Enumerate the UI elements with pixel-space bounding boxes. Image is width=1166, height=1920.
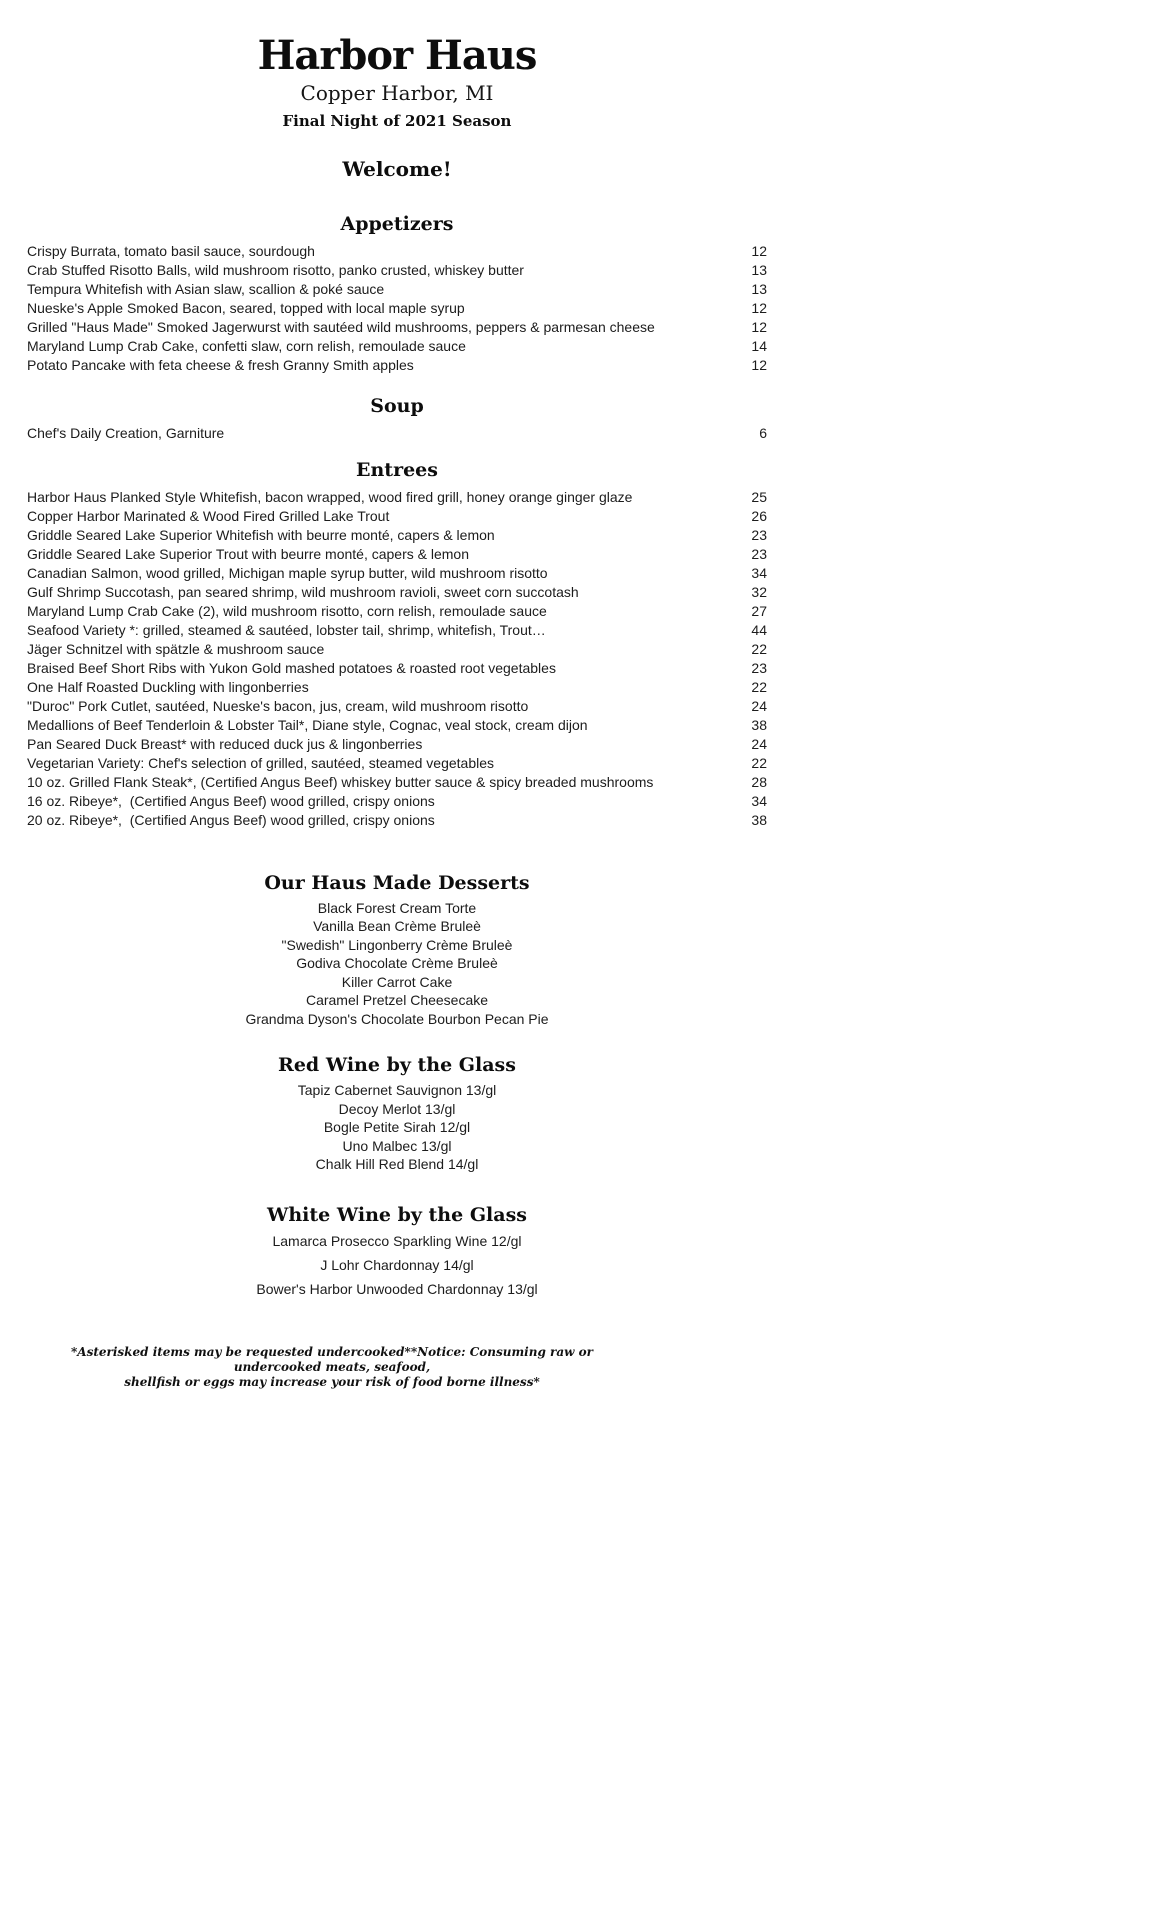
menu-content (27, 0, 767, 1301)
menu-item-name: Decoy Merlot 13/gl (338, 1100, 456, 1117)
menu-item-row (27, 735, 767, 754)
menu-item-name: Harbor Haus Planked Style Whitefish, bacon wrapped, wood fired grill, honey orange ginger glaze (27, 488, 633, 505)
menu-section-appetizers (27, 213, 767, 375)
menu-item-name: Gulf Shrimp Succotash, pan seared shrimp, wild mushroom ravioli, sweet corn succotash (27, 583, 579, 600)
menu-item-row (27, 318, 767, 337)
menu-item-price: 22 (751, 678, 767, 695)
menu-item-name: Grilled "Haus Made" Smoked Jagerwurst with sautéed wild mushrooms, peppers & parmesan cheese (27, 318, 655, 335)
menu-item-name: Chef's Daily Creation, Garniture (27, 424, 225, 441)
menu-item-row (27, 356, 767, 375)
menu-item-name: Griddle Seared Lake Superior Whitefish with beurre monté, capers & lemon (27, 526, 495, 543)
menu-item-price: 32 (751, 583, 767, 600)
menu-item-row (27, 754, 767, 773)
menu-item-name: Crab Stuffed Risotto Balls, wild mushroom risotto, panko crusted, whiskey butter (27, 261, 524, 278)
menu-item-name: Grandma Dyson's Chocolate Bourbon Pecan Pie (245, 1010, 549, 1027)
menu-item-price: 34 (751, 792, 767, 809)
menu-item-row (27, 773, 767, 792)
menu-item-row (27, 299, 767, 318)
menu-item-price: 12 (751, 242, 767, 259)
menu-item-name: Medallions of Beef Tenderloin & Lobster Tail*, Diane style, Cognac, veal stock, cream dijon (27, 716, 588, 733)
menu-item-price: 13 (751, 261, 767, 278)
menu-item-name: Uno Malbec 13/gl (342, 1137, 452, 1154)
menu-item-name: "Swedish" Lingonberry Crème Bruleè (281, 936, 513, 953)
menu-item-row (27, 640, 767, 659)
menu-item-row (27, 602, 767, 621)
menu-item-name: Tapiz Cabernet Sauvignon 13/gl (297, 1082, 497, 1099)
menu-item-row (27, 526, 767, 545)
menu-item-row (27, 564, 767, 583)
menu-item-name: 16 oz. Ribeye*, (Certified Angus Beef) wood grilled, crispy onions (27, 792, 435, 809)
section-title: Our Haus Made Desserts (264, 871, 530, 894)
menu-item-price: 23 (751, 545, 767, 562)
menu-item-price: 12 (751, 299, 767, 316)
menu-item-name: "Duroc" Pork Cutlet, sautéed, Nueske's bacon, jus, cream, wild mushroom risotto (27, 697, 529, 714)
menu-section-red-wine (27, 1054, 767, 1174)
menu-item-name: Copper Harbor Marinated & Wood Fired Grilled Lake Trout (27, 507, 390, 524)
menu-item-name: Crispy Burrata, tomato basil sauce, sourdough (27, 242, 315, 259)
menu-item-name: Tempura Whitefish with Asian slaw, scallion & poké sauce (27, 280, 385, 297)
menu-item-price: 24 (751, 697, 767, 714)
menu-item-price: 28 (751, 773, 767, 790)
menu-item-price: 23 (751, 526, 767, 543)
menu-item-name: Canadian Salmon, wood grilled, Michigan maple syrup butter, wild mushroom risotto (27, 564, 548, 581)
section-title: Soup (370, 394, 424, 417)
menu-item-row (27, 424, 767, 443)
menu-item-name: One Half Roasted Duckling with lingonberries (27, 678, 309, 695)
menu-item-row (27, 697, 767, 716)
menu-item-name: Maryland Lump Crab Cake, confetti slaw, corn relish, remoulade sauce (27, 337, 466, 354)
menu-item-name: 20 oz. Ribeye*, (Certified Angus Beef) wood grilled, crispy onions (27, 811, 435, 828)
menu-item-price: 22 (751, 754, 767, 771)
section-title: White Wine by the Glass (267, 1203, 527, 1226)
menu-item-row (27, 280, 767, 299)
season-note: Final Night of 2021 Season (282, 111, 512, 130)
priced-sections (27, 213, 767, 830)
menu-body (27, 213, 767, 1301)
menu-item-name: Braised Beef Short Ribs with Yukon Gold mashed potatoes & roasted root vegetables (27, 659, 556, 676)
menu-item-name: Vegetarian Variety: Chef's selection of grilled, sautéed, steamed vegetables (27, 754, 495, 771)
menu-item-row (27, 242, 767, 261)
menu-item-row (27, 261, 767, 280)
section-title: Entrees (356, 458, 438, 481)
menu-item-name: Jäger Schnitzel with spätzle & mushroom sauce (27, 640, 325, 657)
menu-item-row (27, 337, 767, 356)
menu-item-price: 34 (751, 564, 767, 581)
menu-item-name: Bogle Petite Sirah 12/gl (323, 1119, 471, 1136)
menu-item-name: Vanilla Bean Crème Bruleè (313, 918, 481, 935)
menu-section-white-wine (27, 1204, 767, 1301)
menu-item-row (27, 507, 767, 526)
menu-item-row (27, 678, 767, 697)
menu-item-row (27, 811, 767, 830)
menu-item-row (27, 621, 767, 640)
section-title: Appetizers (340, 212, 454, 235)
welcome-text: Welcome! (342, 156, 452, 181)
menu-item-name: 10 oz. Grilled Flank Steak*, (Certified Angus Beef) whiskey butter sauce & spicy breaded mushrooms (27, 773, 654, 790)
footer-note-line-1: *Asterisked items may be requested undercooked**Notice: Consuming raw or undercooked meats, seafood, (71, 1344, 593, 1374)
menu-item-price: 24 (751, 735, 767, 752)
menu-item-price: 12 (751, 318, 767, 335)
menu-item-price: 38 (751, 811, 767, 828)
restaurant-name: Harbor Haus (257, 32, 537, 79)
menu-item-name: Seafood Variety *: grilled, steamed & sautéed, lobster tail, shrimp, whitefish, Trout… (27, 621, 546, 638)
menu-item-price: 12 (751, 356, 767, 373)
restaurant-location: Copper Harbor, MI (300, 80, 494, 105)
menu-item-name: Griddle Seared Lake Superior Trout with beurre monté, capers & lemon (27, 545, 470, 562)
menu-item-price: 25 (751, 488, 767, 505)
menu-item-name: Godiva Chocolate Crème Bruleè (296, 955, 498, 972)
menu-item-price: 26 (751, 507, 767, 524)
menu-item-name: Pan Seared Duck Breast* with reduced duck jus & lingonberries (27, 735, 423, 752)
menu-item-name: Killer Carrot Cake (341, 973, 453, 990)
menu-item-price: 6 (759, 424, 767, 441)
section-title: Red Wine by the Glass (278, 1054, 516, 1077)
menu-item-row (27, 488, 767, 507)
menu-item-name: Potato Pancake with feta cheese & fresh Granny Smith apples (27, 356, 414, 373)
menu-item-price: 13 (751, 280, 767, 297)
menu-footer (27, 1345, 637, 1390)
menu-item-price: 22 (751, 640, 767, 657)
menu-header (27, 34, 767, 181)
menu-item-name: J Lohr Chardonnay 14/gl (320, 1256, 474, 1273)
menu-section-desserts (27, 872, 767, 1029)
menu-item-price: 44 (751, 621, 767, 638)
menu-item-name: Bower's Harbor Unwooded Chardonnay 13/gl (256, 1280, 538, 1297)
menu-item-price: 14 (751, 337, 767, 354)
menu-item-row (27, 659, 767, 678)
menu-item-price: 27 (751, 602, 767, 619)
menu-section-soup (27, 395, 767, 443)
menu-item-price: 38 (751, 716, 767, 733)
menu-item-row (27, 792, 767, 811)
menu-item-price: 23 (751, 659, 767, 676)
menu-item-name: Black Forest Cream Torte (317, 899, 477, 916)
menu-item-row (27, 545, 767, 564)
menu-item-row (27, 716, 767, 735)
footer-note-line-2: shellfish or eggs may increase your risk of food borne illness* (124, 1374, 540, 1389)
centered-sections (27, 872, 767, 1301)
menu-item-row (27, 583, 767, 602)
menu-item-name: Chalk Hill Red Blend 14/gl (315, 1156, 479, 1173)
menu-item-name: Lamarca Prosecco Sparkling Wine 12/gl (272, 1232, 522, 1249)
menu-item-name: Caramel Pretzel Cheesecake (305, 992, 489, 1009)
menu-item-name: Maryland Lump Crab Cake (2), wild mushroom risotto, corn relish, remoulade sauce (27, 602, 547, 619)
menu-section-entrees (27, 459, 767, 830)
menu-item-name: Nueske's Apple Smoked Bacon, seared, topped with local maple syrup (27, 299, 465, 316)
